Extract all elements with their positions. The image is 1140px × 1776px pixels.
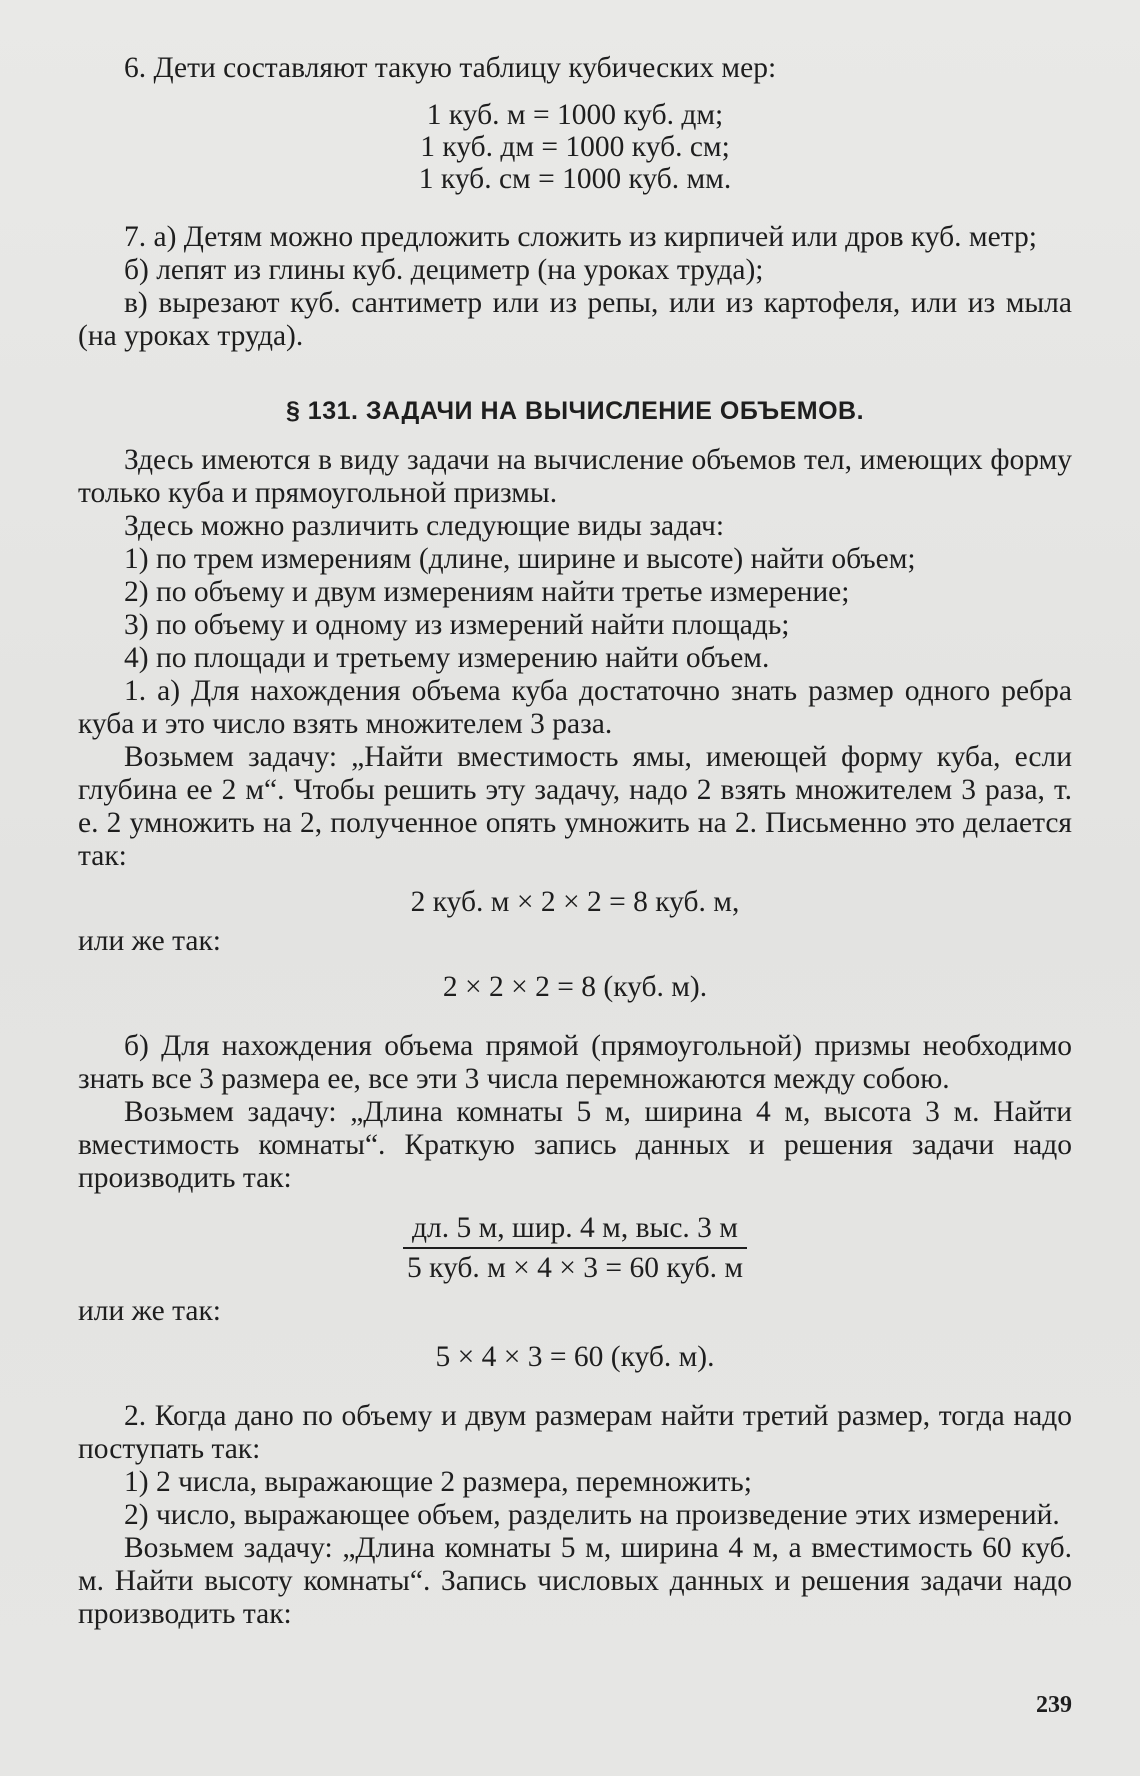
task-type-item: 4) по площади и третьему измерению найти объем. <box>124 642 770 674</box>
table-row: 1 куб. м = 1000 куб. дм; <box>426 99 724 131</box>
prism-rule: б) Для нахождения объема прямой (прямоугольной) призмы необходимо знать все 3 размера ее, все эти 3 числа перемножаются между собою. <box>78 1030 1072 1095</box>
cube-rule: 1. а) Для нахождения объема куба достаточно знать размер одного ребра куба и это число взять множителем 3 раза. <box>78 675 1072 740</box>
cube-task: Возьмем задачу: „Найти вместимость ямы, имеющей форму куба, если глубина ее 2 м“. Чтобы решить эту задачу, надо 2 взять множителем 3 раза, т. е. 2 умножить на 2, полученное опять умножить на 2. Письменно это делается так: <box>78 741 1072 872</box>
prism-task: Возьмем задачу: „Длина комнаты 5 м, ширина 4 м, высота 3 м. Найти вместимость комнаты“. Краткую запись данных и решения задачи надо производить так: <box>78 1096 1072 1194</box>
cubic-measures-table <box>78 99 1072 195</box>
task-type-item: 3) по объему и одному из измерений найти площадь; <box>124 609 790 641</box>
section-heading: § 131. ЗАДАЧИ НА ВЫЧИСЛЕНИЕ ОБЪЕМОВ. <box>285 397 865 425</box>
table-row: 1 куб. см = 1000 куб. мм. <box>418 163 732 195</box>
item7-b: б) лепят из глины куб. дециметр (на уроках труда); <box>124 254 764 286</box>
third-dimension-step: 1) 2 числа, выражающие 2 размера, перемножить; <box>124 1466 752 1498</box>
or-so-label: или же так: <box>78 925 222 957</box>
cube-equation-2: 2 × 2 × 2 = 8 (куб. м). <box>442 971 708 1003</box>
intro-paragraph: Здесь имеются в виду задачи на вычисление объемов тел, имеющих форму только куба и прямоугольной призмы. <box>78 444 1072 509</box>
task-type-item: 1) по трем измерениям (длине, ширине и высоте) найти объем; <box>124 543 916 575</box>
fraction-numerator: дл. 5 м, шир. 4 м, выс. 3 м <box>403 1211 747 1249</box>
third-dimension-task: Возьмем задачу: „Длина комнаты 5 м, ширина 4 м, а вместимость 60 куб. м. Найти высоту комнаты“. Запись числовых данных и решения задачи надо производить так: <box>78 1532 1072 1630</box>
item7-a: 7. а) Детям можно предложить сложить из кирпичей или дров куб. метр; <box>124 221 1037 253</box>
fraction-denominator: 5 куб. м × 4 × 3 = 60 куб. м <box>406 1252 744 1284</box>
table-row: 1 куб. дм = 1000 куб. см; <box>420 131 730 163</box>
task-type-item: 2) по объему и двум измерениям найти третье измерение; <box>124 576 850 608</box>
item7-c: в) вырезают куб. сантиметр или из репы, или из картофеля, или из мыла (на уроках труда). <box>78 287 1072 352</box>
or-so-label: или же так: <box>78 1295 222 1327</box>
item6-intro: 6. Дети составляют такую таблицу кубических мер: <box>124 52 777 84</box>
prism-equation: 5 × 4 × 3 = 60 (куб. м). <box>435 1341 715 1373</box>
cube-equation-1: 2 куб. м × 2 × 2 = 8 куб. м, <box>410 886 740 918</box>
third-dimension-step: 2) число, выражающее объем, разделить на произведение этих измерений. <box>124 1499 1060 1531</box>
third-dimension-rule: 2. Когда дано по объему и двум размерам найти третий размер, тогда надо поступать так: <box>78 1400 1072 1465</box>
intro-paragraph-2: Здесь можно различить следующие виды задач: <box>124 510 725 542</box>
page-number: 239 <box>1036 1692 1072 1718</box>
prism-fraction <box>403 1211 747 1285</box>
